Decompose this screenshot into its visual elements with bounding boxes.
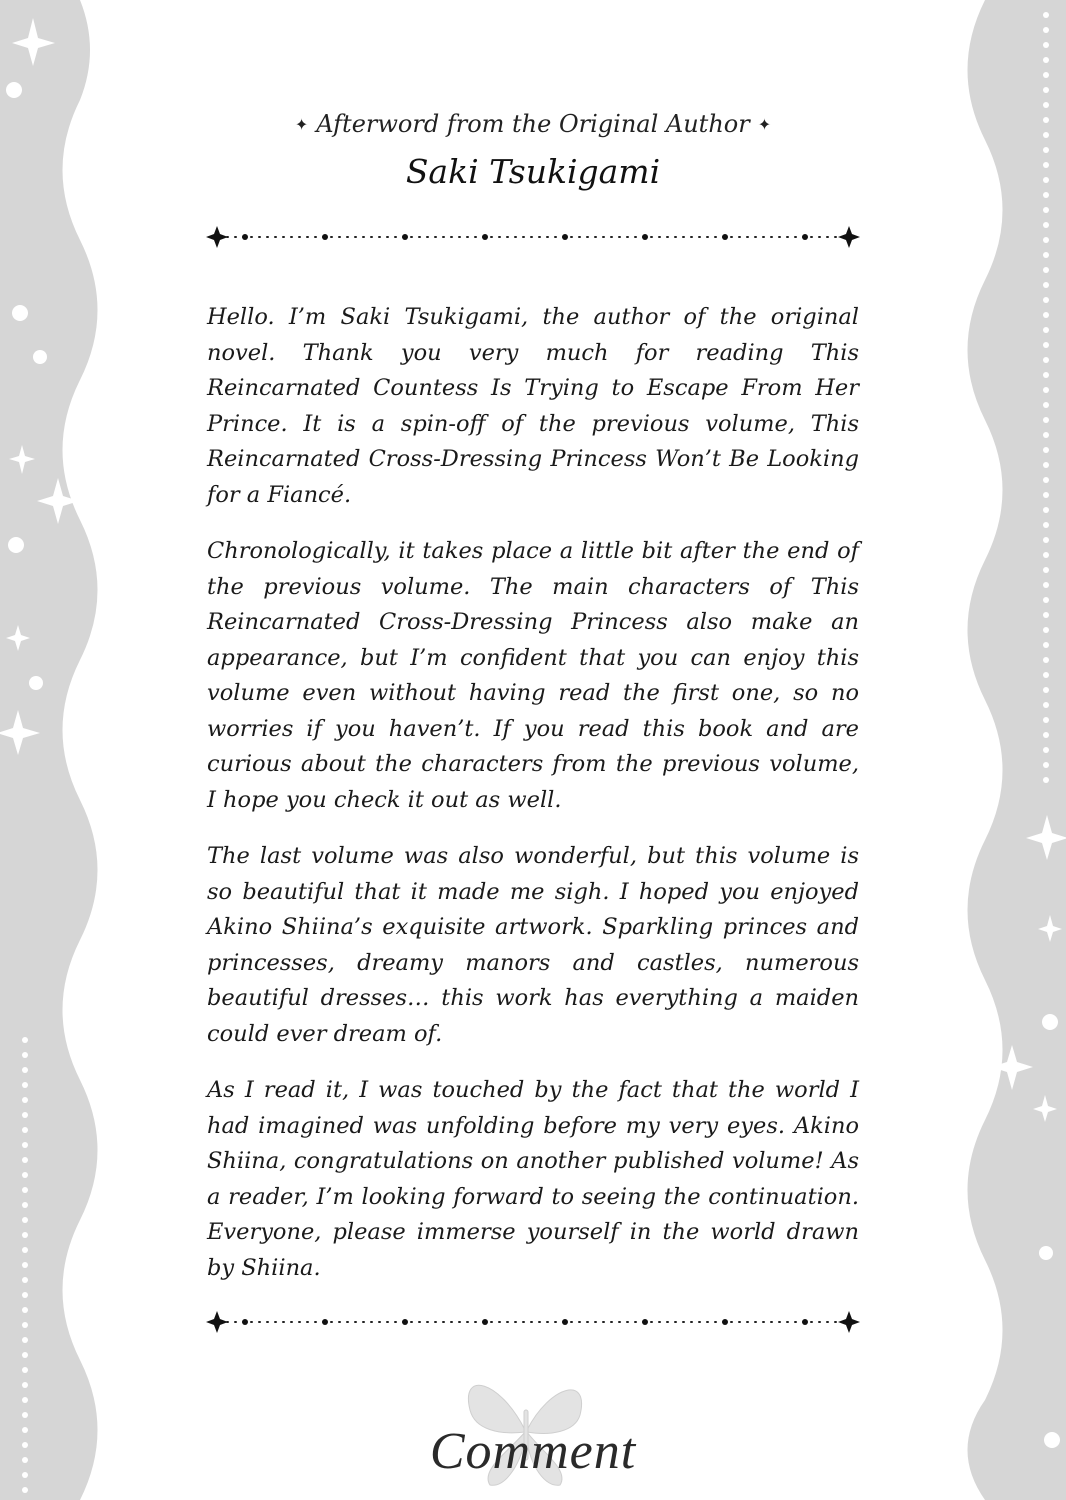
comment-label: Comment — [429, 1423, 637, 1480]
four-point-star-icon: ✦ — [294, 115, 309, 134]
paragraph: As I read it, I was touched by the fact that the world I had imagined was unfolding before my very eyes. Akino Shiina, congratulations on another published volume! As a reader, I’m looking forward to seeing the continuation. Everyone, please immerse yourself in the world drawn by Shiina. — [207, 1077, 859, 1281]
subtitle-text: Afterword from the Original Author — [316, 110, 750, 138]
ornamental-divider — [205, 225, 861, 249]
paragraph: Hello. I’m Saki Tsukigami, the author of the original novel. Thank you very much for reading This Reincarnated Countess Is Trying to Escape From Her Prince. It is a spin-off of the previous volume, This Reincarnated Cross-Dressing Princess Won’t Be Looking for a Fiancé. — [207, 304, 859, 508]
four-point-star-icon — [206, 1311, 228, 1333]
author-name: Saki Tsukigami — [405, 152, 661, 191]
afterword-subtitle — [0, 110, 1066, 138]
four-point-star-icon: ✦ — [757, 115, 772, 134]
four-point-star-icon — [838, 226, 860, 248]
afterword-body — [207, 300, 859, 1307]
four-point-star-icon — [206, 226, 228, 248]
paragraph: Chronologically, it takes place a little bit after the end of the previous volume. The main characters of This Reincarnated Cross-Dressing Princess also make an appearance, but I’m confident that you can enjoy this volume even without having read the first one, so no worries if you haven’t. If you read this book and are curious about the characters from the previous volume, I hope you check it out as well. — [207, 538, 859, 813]
four-point-star-icon — [838, 1311, 860, 1333]
paragraph: The last volume was also wonderful, but this volume is so beautiful that it made me sigh. I hoped you enjoyed Akino Shiina’s exquisite artwork. Sparkling princes and princesses, dreamy manors and castles, numerous beautiful dresses… this work has everything a maiden could ever dream of. — [207, 843, 859, 1047]
ornamental-divider — [205, 1310, 861, 1334]
